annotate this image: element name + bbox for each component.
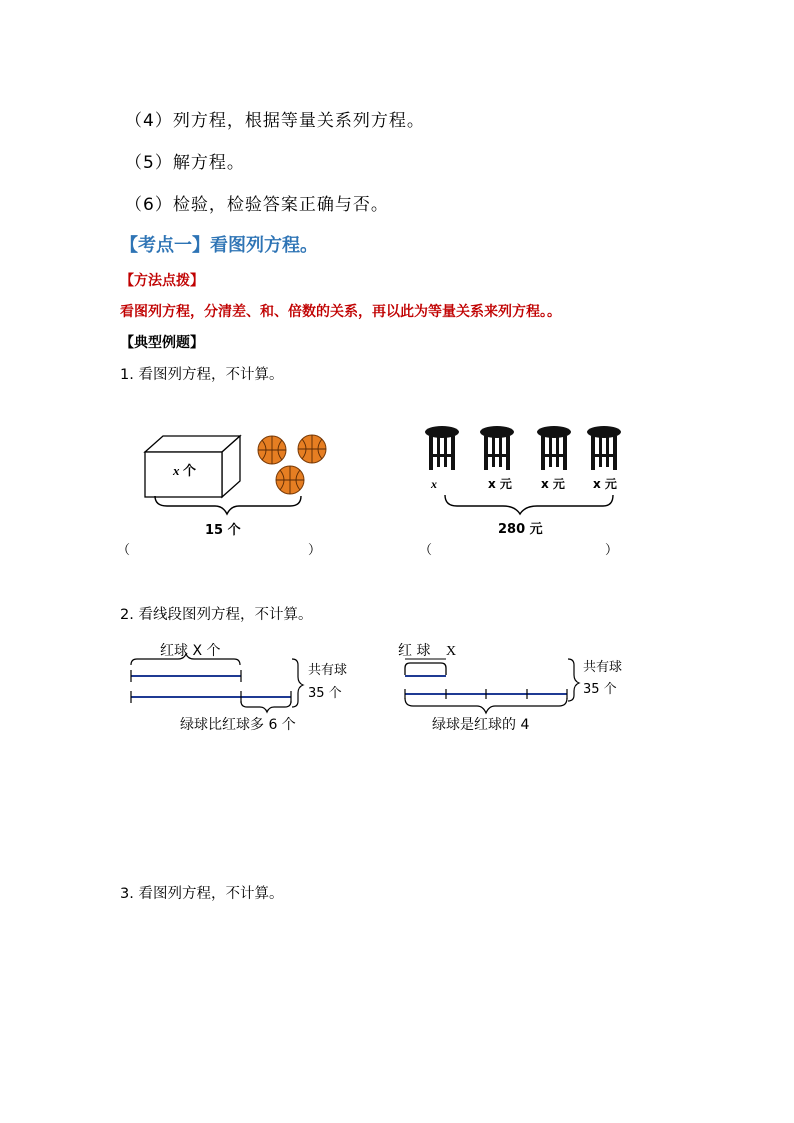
green-ball-label: 绿球是红球的 4 — [432, 717, 530, 733]
examples-heading: 【典型例题】 — [120, 335, 204, 351]
paren-open: （ — [117, 543, 131, 558]
step-4: （4）列方程，根据等量关系列方程。 — [125, 111, 425, 131]
method-heading: 【方法点拨】 — [120, 273, 204, 289]
total-brace — [568, 659, 579, 701]
basketball-icon — [258, 436, 286, 464]
total-brace — [155, 496, 301, 514]
total-label-line2: 35 个 — [583, 682, 617, 697]
green-ball-label: 绿球比红球多 6 个 — [180, 717, 296, 733]
stool-label: x 元 — [593, 477, 617, 491]
green-ball-brace — [405, 698, 567, 713]
box-unit-label: 个 — [183, 464, 197, 479]
red-ball-label: 红球 X 个 — [160, 643, 221, 659]
paren-close: ） — [308, 543, 322, 558]
kaodian-title: 【考点一】看图列方程。 — [120, 235, 318, 256]
total-label: 15 个 — [205, 523, 241, 538]
red-ball-var: X — [446, 644, 457, 659]
figure-segment-difference — [120, 635, 360, 745]
red-ball-brace — [405, 663, 446, 675]
box-var-label: x — [173, 463, 180, 478]
paren-close: ） — [605, 543, 619, 558]
basketball-icon — [276, 466, 304, 494]
total-label: 280 元 — [498, 522, 543, 537]
paren-open: （ — [419, 543, 433, 558]
basketball-icon — [298, 435, 326, 463]
red-ball-brace — [131, 654, 240, 665]
total-label-line2: 35 个 — [308, 686, 342, 701]
stool-icon — [425, 426, 459, 470]
total-label-line1: 共有球 — [583, 660, 623, 675]
method-text: 看图列方程，分清差、和、倍数的关系，再以此为等量关系来列方程。。 — [120, 304, 561, 320]
stool-icon — [537, 426, 571, 470]
total-brace — [292, 659, 303, 707]
red-ball-label: 红 球 — [398, 643, 431, 659]
stool-label: x 元 — [488, 477, 512, 491]
step-6: （6）检验，检验答案正确与否。 — [125, 195, 389, 215]
figure-box-basketballs — [115, 420, 345, 565]
stool-icon — [587, 426, 621, 470]
figure-segment-multiple — [395, 635, 635, 745]
question-2: 2. 看线段图列方程，不计算。 — [120, 607, 313, 623]
total-brace — [445, 495, 613, 514]
question-3: 3. 看图列方程，不计算。 — [120, 886, 284, 902]
stool-label-first: x — [431, 477, 437, 491]
stool-label: x 元 — [541, 477, 565, 491]
total-label-line1: 共有球 — [308, 663, 348, 678]
step-5: （5）解方程。 — [125, 153, 245, 173]
difference-brace — [241, 701, 291, 712]
stool-icon — [480, 426, 514, 470]
figure-stools — [415, 420, 645, 565]
question-1: 1. 看图列方程，不计算。 — [120, 367, 284, 383]
